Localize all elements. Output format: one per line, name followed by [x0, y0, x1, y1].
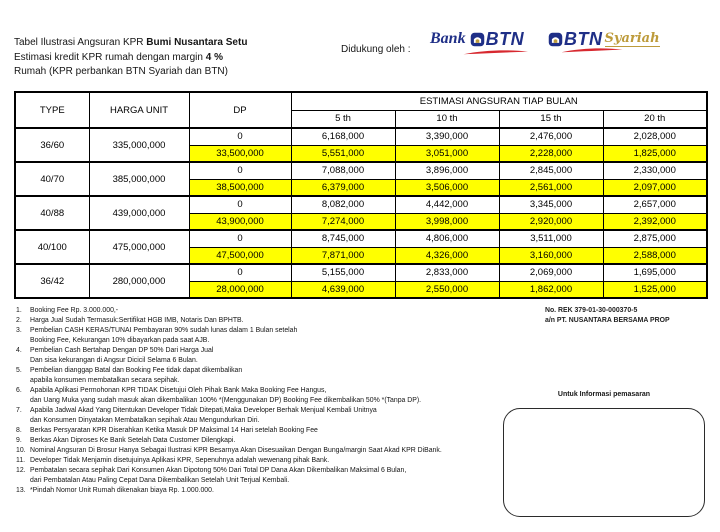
note-number: 3. — [16, 327, 22, 334]
value-cell: 1,825,000 — [603, 145, 707, 162]
dp-cell: 0 — [189, 196, 291, 213]
value-cell: 2,392,000 — [603, 213, 707, 230]
dp-cell: 0 — [189, 264, 291, 281]
dp-cell: 0 — [189, 230, 291, 247]
value-cell: 3,160,000 — [499, 247, 603, 264]
value-cell: 2,920,000 — [499, 213, 603, 230]
note-line — [16, 336, 540, 346]
note-number: 6. — [16, 387, 22, 394]
note-line — [16, 446, 540, 456]
value-cell: 2,228,000 — [499, 145, 603, 162]
note-number: 9. — [16, 437, 22, 444]
value-cell: 5,155,000 — [291, 264, 395, 281]
note-number: 13. — [16, 487, 26, 494]
value-cell: 2,833,000 — [395, 264, 499, 281]
note-text: dan Konsumen Dinyatakan Membatalkan sepihak Atau Mengundurkan Diri. — [30, 417, 260, 424]
note-number: 10. — [16, 447, 26, 454]
account-number: No. REK 379-01-30-000370-5 — [545, 307, 638, 314]
note-number: 12. — [16, 467, 26, 474]
value-cell: 3,506,000 — [395, 179, 499, 196]
dp-cell: 43,900,000 — [189, 213, 291, 230]
note-line — [16, 406, 540, 416]
note-line — [16, 416, 540, 426]
note-text: Dan sisa kekurangan di Angsur Dicicil Selama 6 Bulan. — [30, 357, 198, 364]
value-cell: 2,657,000 — [603, 196, 707, 213]
note-line — [16, 376, 540, 386]
bank-btn-logo — [430, 26, 524, 52]
btn-word: BTN — [485, 28, 525, 49]
title-prefix: Tabel Ilustrasi Angsuran KPR — [14, 37, 147, 48]
table-row — [15, 162, 707, 179]
syariah-word: Syariah — [604, 31, 660, 46]
title-project-name: Bumi Nusantara Setu — [146, 37, 248, 48]
btn-swoosh-icon — [462, 49, 530, 55]
page-title — [14, 36, 247, 51]
note-line — [16, 456, 540, 466]
marketing-info-label: Untuk Informasi pemasaran — [557, 391, 651, 398]
value-cell: 3,511,000 — [499, 230, 603, 247]
subtitle-bank: Rumah (KPR perbankan BTN Syariah dan BTN) — [14, 66, 228, 77]
note-text: Pembatalan secara sepihak Dari Konsumen Akan Dipotong 50% Dari Total DP Dana Akan Dikembalikan Maksimal 6 Bulan, — [30, 467, 407, 474]
note-text: dan Uang Muka yang sudah masuk akan dikembalikan 100% *(Menggunakan DP) Booking Fee dikembalikan 50% *(Tanpa DP). — [30, 397, 422, 404]
dp-cell: 38,500,000 — [189, 179, 291, 196]
note-line — [16, 386, 540, 396]
value-cell: 7,274,000 — [291, 213, 395, 230]
note-text: Booking Fee, Kekurangan 10% dibayarkan pada saat AJB. — [30, 337, 210, 344]
value-cell: 2,476,000 — [499, 128, 603, 145]
value-cell: 2,845,000 — [499, 162, 603, 179]
col-header-tenor-20: 20 th — [603, 110, 707, 128]
note-text: Berkas Persyaratan KPR Diserahkan Ketika Masuk DP Maksimal 14 Hari setelah Booking Fee — [30, 427, 318, 434]
note-line — [16, 326, 540, 336]
table-header-row-1 — [15, 92, 707, 110]
dp-cell: 0 — [189, 128, 291, 145]
value-cell: 1,862,000 — [499, 281, 603, 298]
value-cell: 4,326,000 — [395, 247, 499, 264]
bank-account-info — [545, 306, 670, 326]
bank-word: Bank — [430, 30, 466, 47]
value-cell: 3,998,000 — [395, 213, 499, 230]
note-number: 8. — [16, 427, 22, 434]
value-cell: 3,345,000 — [499, 196, 603, 213]
dp-cell: 0 — [189, 162, 291, 179]
value-cell: 1,525,000 — [603, 281, 707, 298]
value-cell: 3,051,000 — [395, 145, 499, 162]
note-line — [16, 356, 540, 366]
value-cell: 8,082,000 — [291, 196, 395, 213]
note-line — [16, 366, 540, 376]
col-header-type: TYPE — [15, 92, 89, 128]
note-text: Booking Fee Rp. 3.000.000,- — [30, 307, 119, 314]
value-cell: 8,745,000 — [291, 230, 395, 247]
col-header-dp: DP — [189, 92, 291, 128]
type-cell: 36/60 — [15, 128, 89, 162]
value-cell: 2,097,000 — [603, 179, 707, 196]
note-text: Berkas Akan Diproses Ke Bank Setelah Data Customer Dilengkapi. — [30, 437, 236, 444]
value-cell: 4,639,000 — [291, 281, 395, 298]
marketing-contact-box — [503, 408, 705, 517]
note-line — [16, 426, 540, 436]
account-name: a/n PT. NUSANTARA BERSAMA PROP — [545, 317, 670, 324]
note-text: dari Pembatalan Atau Paling Cepat Dana Dikembalikan Setelah Unit Terjual Kembali. — [30, 477, 290, 484]
subtitle-margin — [14, 51, 247, 66]
supported-by-label: Didukung oleh : — [341, 44, 411, 55]
note-line — [16, 466, 540, 476]
note-line — [16, 306, 540, 316]
margin-value: 4 % — [205, 51, 223, 63]
note-text: apabila konsumen membatalkan secara sepihak. — [30, 377, 180, 384]
note-text: Harga Jual Sudah Termasuk:Sertifikat HGB IMB, Notaris Dan BPHTB. — [30, 317, 244, 324]
value-cell: 2,330,000 — [603, 162, 707, 179]
value-cell: 6,379,000 — [291, 179, 395, 196]
note-number: 1. — [16, 307, 22, 314]
type-cell: 36/42 — [15, 264, 89, 298]
btn-syariah-btn-word: BTN — [564, 28, 603, 49]
dp-cell: 47,500,000 — [189, 247, 291, 264]
note-text: Nominal Angsuran Di Brosur Hanya Sebagai Ilustrasi KPR Besarnya Akan Disesuaikan Dengan Bunga/margin Saat Akad KPR DiBank. — [30, 447, 442, 454]
note-text: Pembelian Cash Bertahap Dengan DP 50% Dari Harga Jual — [30, 347, 214, 354]
table-row — [15, 128, 707, 145]
terms-notes — [16, 306, 540, 496]
subtitle-prefix: Estimasi kredit KPR rumah dengan margin — [14, 51, 206, 63]
btn-house-icon — [470, 32, 485, 47]
value-cell: 7,088,000 — [291, 162, 395, 179]
value-cell: 5,551,000 — [291, 145, 395, 162]
col-header-tenor-5: 5 th — [291, 110, 395, 128]
type-cell: 40/88 — [15, 196, 89, 230]
note-text: *Pindah Nomor Unit Rumah dikenakan biaya Rp. 1.000.000. — [30, 487, 214, 494]
value-cell: 2,028,000 — [603, 128, 707, 145]
note-line — [16, 436, 540, 446]
note-line — [16, 486, 540, 496]
harga-cell: 335,000,000 — [89, 128, 189, 162]
note-text: Developer Tidak Menjamin disetujuinya Aplikasi KPR, Sepenuhnya adalah wewenang pihak Bank. — [30, 457, 330, 464]
dp-cell: 33,500,000 — [189, 145, 291, 162]
value-cell: 2,588,000 — [603, 247, 707, 264]
note-number: 11. — [16, 457, 26, 464]
value-cell: 2,875,000 — [603, 230, 707, 247]
value-cell: 4,806,000 — [395, 230, 499, 247]
harga-cell: 439,000,000 — [89, 196, 189, 230]
note-text: Apabila Aplikasi Permohonan KPR TIDAK Disetujui Oleh Pihak Bank Maka Booking Fee Hangus, — [30, 387, 327, 394]
page-title-block — [14, 36, 247, 80]
note-text: Pembelian CASH KERAS/TUNAI Pembayaran 90% sudah lunas dalam 1 Bulan setelah — [30, 327, 298, 334]
table-row — [15, 196, 707, 213]
note-number: 4. — [16, 347, 22, 354]
note-text: Pembelian dianggap Batal dan Booking Fee tidak dapat dikembalikan — [30, 367, 243, 374]
value-cell: 3,896,000 — [395, 162, 499, 179]
note-line — [16, 396, 540, 406]
note-number: 7. — [16, 407, 22, 414]
harga-cell: 280,000,000 — [89, 264, 189, 298]
value-cell: 4,442,000 — [395, 196, 499, 213]
col-header-harga-unit: HARGA UNIT — [89, 92, 189, 128]
note-number: 2. — [16, 317, 22, 324]
value-cell: 6,168,000 — [291, 128, 395, 145]
installment-table — [14, 91, 708, 299]
value-cell: 2,550,000 — [395, 281, 499, 298]
col-header-estimasi: ESTIMASI ANGSURAN TIAP BULAN — [291, 92, 707, 110]
table-row — [15, 230, 707, 247]
harga-cell: 475,000,000 — [89, 230, 189, 264]
type-cell: 40/70 — [15, 162, 89, 196]
note-number: 5. — [16, 367, 22, 374]
type-cell: 40/100 — [15, 230, 89, 264]
btn-syariah-swoosh-icon — [560, 47, 624, 53]
note-line — [16, 476, 540, 486]
note-text: Apabila Jadwal Akad Yang Ditentukan Developer Tidak Ditepati,Maka Developer Berhak Menjual Kembali Unitnya — [30, 407, 377, 414]
col-header-tenor-10: 10 th — [395, 110, 499, 128]
btn-syariah-house-icon — [548, 32, 563, 47]
value-cell: 3,390,000 — [395, 128, 499, 145]
note-line — [16, 316, 540, 326]
value-cell: 2,561,000 — [499, 179, 603, 196]
col-header-tenor-15: 15 th — [499, 110, 603, 128]
note-line — [16, 346, 540, 356]
value-cell: 1,695,000 — [603, 264, 707, 281]
value-cell: 2,069,000 — [499, 264, 603, 281]
harga-cell: 385,000,000 — [89, 162, 189, 196]
dp-cell: 28,000,000 — [189, 281, 291, 298]
value-cell: 7,871,000 — [291, 247, 395, 264]
btn-syariah-logo — [547, 26, 660, 52]
table-row — [15, 264, 707, 281]
